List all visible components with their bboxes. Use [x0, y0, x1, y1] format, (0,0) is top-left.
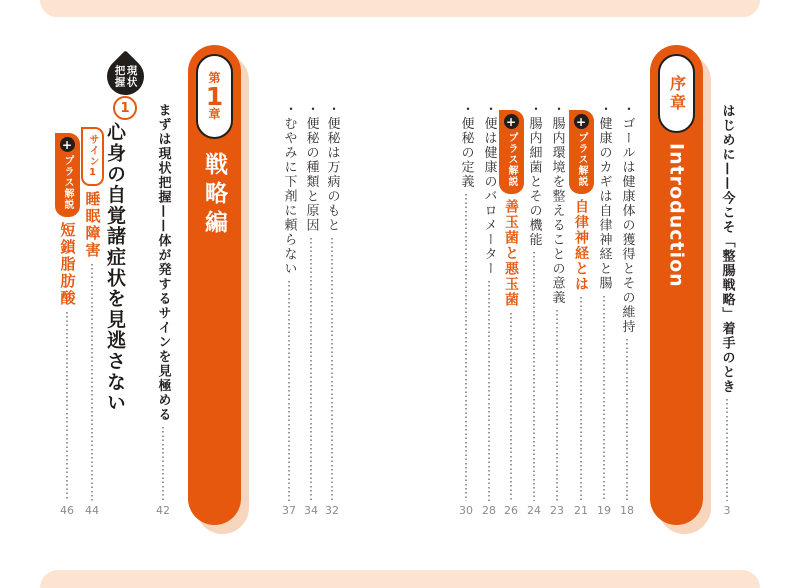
toc-entry [547, 102, 567, 516]
chapter1-bar-label: 戦略編 [201, 152, 227, 239]
page-number: 21 [574, 504, 588, 517]
toc-entry-text: はじめに——今こそ「整腸戦略」着手のとき [719, 104, 735, 394]
toc-entry-plus [568, 110, 594, 516]
dotted-leader [580, 297, 582, 501]
page-number: 42 [156, 504, 170, 517]
toc-entry [594, 102, 614, 516]
toc-entry-text: ・便秘は万病のもと [324, 102, 340, 233]
dotted-leader [310, 238, 312, 502]
page-number: 46 [60, 504, 74, 517]
toc-entry-genjou-haaku [150, 103, 176, 516]
page-number: 26 [504, 504, 518, 517]
dotted-leader [162, 427, 164, 501]
toc-entry [524, 102, 544, 516]
toc-entry-text: 睡眠障害 [83, 191, 102, 259]
sign1-badge [81, 127, 104, 186]
plus-kaisetsu-label: プラス解説 [62, 155, 73, 210]
plus-icon: + [504, 114, 519, 129]
plus-kaisetsu-label: プラス解説 [506, 132, 517, 187]
chapter1-badge-suffix: 章 [208, 107, 221, 122]
page-number: 34 [304, 504, 318, 517]
toc-entry-text: ・腸内環境を整えることの意義 [549, 102, 565, 305]
dotted-leader [331, 238, 333, 502]
drop-badge-label: 現状把握 [113, 64, 138, 88]
chapter1-badge [196, 54, 233, 139]
page-number: 24 [527, 504, 541, 517]
intro-bar-label: Introduction [665, 143, 688, 288]
page-number: 30 [459, 504, 473, 517]
section-number-badge: 1 [113, 96, 137, 120]
page-number: 28 [482, 504, 496, 517]
drop-badge-inner [107, 58, 144, 95]
page-number: 19 [597, 504, 611, 517]
plus-kaisetsu-badge [55, 133, 80, 217]
dotted-leader [556, 310, 558, 501]
page-number: 3 [723, 504, 731, 517]
toc-entry-hajimeni [714, 104, 740, 516]
toc-entry-text: ・腸内細菌とその機能 [526, 102, 542, 247]
toc-entry-sign1 [80, 127, 104, 516]
toc-entry-text: ・むやみに下剤に頼らない [281, 102, 297, 276]
plus-kaisetsu-badge [569, 110, 594, 194]
page-number: 23 [550, 504, 564, 517]
intro-chapter-badge [658, 54, 695, 133]
intro-chapter-badge-label: 序章 [667, 74, 687, 113]
toc-entry-text: 善玉菌と悪玉菌 [503, 199, 519, 308]
toc-entry-text: 自律神経とは [573, 199, 589, 292]
chapter1-badge-prefix: 第 [208, 71, 221, 86]
toc-entry-text: まずは現状把握——体が発するサインを見極める [155, 103, 171, 422]
chapter-bar-intro [650, 45, 703, 525]
toc-entry [279, 102, 299, 516]
genjou-haaku-drop-badge [99, 50, 151, 102]
page-number: 37 [282, 504, 296, 517]
toc-entry [479, 102, 499, 516]
toc-entry-text: 短鎖脂肪酸 [58, 222, 77, 307]
toc-entry-plus [498, 110, 524, 516]
dotted-leader [66, 312, 68, 501]
toc-entry-text: ・健康のカギは自律神経と腸 [596, 102, 612, 291]
dotted-leader [510, 313, 512, 502]
chapter-bar-1 [188, 45, 241, 525]
toc-entry-text: ・便は健康のバロメーター [481, 102, 497, 276]
dotted-leader [626, 339, 628, 501]
toc-entry [456, 102, 476, 516]
chapter1-badge-number: 1 [205, 81, 224, 111]
page-number: 32 [325, 504, 339, 517]
section-title: 心身の自覚諸症状を見逃さない [104, 122, 126, 414]
plus-kaisetsu-label: プラス解説 [576, 132, 587, 187]
toc-entry-text: ・便秘の定義 [458, 102, 474, 189]
sign1-badge-label: サイン1 [87, 134, 98, 179]
dotted-leader [288, 281, 290, 501]
toc-entry [617, 102, 637, 516]
plus-icon: + [574, 114, 589, 129]
page-number: 44 [85, 504, 99, 517]
dotted-leader [603, 296, 605, 502]
dotted-leader [533, 252, 535, 501]
toc-entry [322, 102, 342, 516]
dotted-leader [488, 281, 490, 501]
dotted-leader [91, 264, 93, 501]
toc-entry [301, 102, 321, 516]
plus-icon: + [60, 137, 75, 152]
toc-entry-plus [54, 133, 80, 516]
top-peach-band [40, 0, 760, 17]
toc-entry-text: ・便秘の種類と原因 [303, 102, 319, 233]
dotted-leader [465, 194, 467, 501]
page-number: 18 [620, 504, 634, 517]
plus-kaisetsu-badge [499, 110, 524, 194]
bottom-peach-band [40, 570, 760, 588]
dotted-leader [726, 399, 728, 501]
toc-entry-text: ・ゴールは健康体の獲得とその維持 [619, 102, 635, 334]
